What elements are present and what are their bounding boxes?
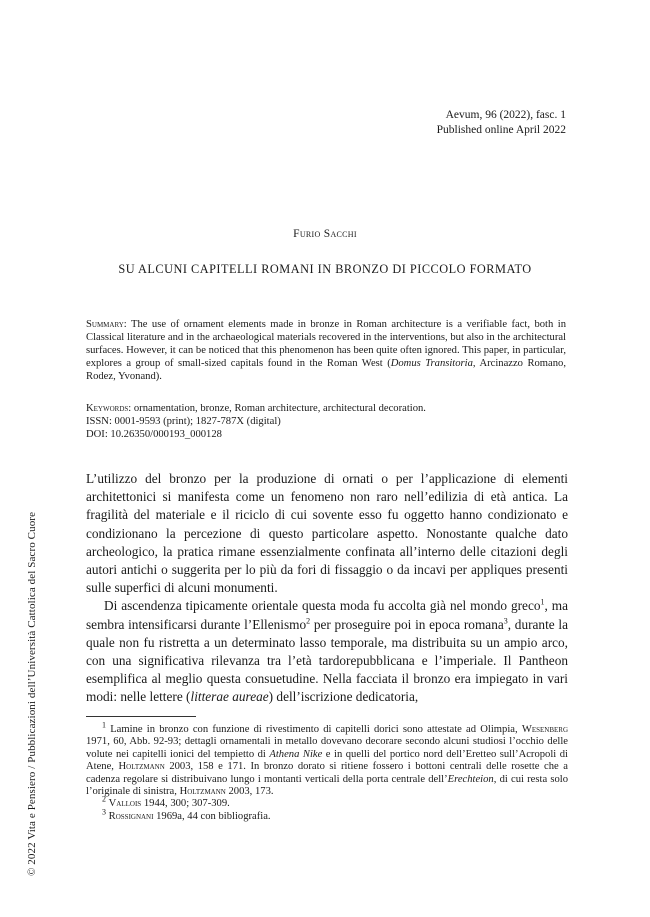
footnote-ref-1[interactable]: 1 (540, 598, 545, 607)
fn3-author: Rossignani (108, 810, 154, 822)
fn1-author-3: Holtzmann (179, 786, 226, 798)
keywords (86, 402, 566, 415)
fn2-text: 1944, 300; 307-309. (141, 798, 230, 810)
p2-text-d: , durante la quale non fu ristretta a un determinato lasso temporale, ma distribuita su un ampio arco, con una significativa rilevanza tra l’età tardorepubblicana e l’imperiale. Il Pantheon esemplifica al meglio questa consuetudine. Nella facciata il bronzo era impiegato in vari modi: nelle lettere ( (86, 616, 568, 705)
p2-text-e: ) dell’iscrizione dedicatoria, (268, 689, 419, 705)
fn1-d: 2003, 158 e 171. In bronzo dorato si ritiene fossero i bottoni centrali delle rosette che a cadenza regolare si distribuivano lungo i montanti verticali della porta centrale dell’ (86, 761, 569, 785)
footnote-1-number: 1 (102, 720, 106, 730)
keywords-label: Keywords: (86, 403, 132, 414)
keywords-text: ornamentation, bronze, Roman architecture, architectural decoration. (131, 403, 426, 414)
paragraph-1: L’utilizzo del bronzo per la produzione di ornati o per l’applicazione di elementi architettonici si manifesta come un fenomeno non raro nell’edilizia di età antica. La fragilità del materiale e il riciclo di cui sovente esso fu oggetto hanno condizionato e condizionano la percezione di questo particolare aspetto. Nonostante qualche dato archeologico, la pratica rimane essenzialmente confinata all’interno delle citazioni degli autori antichi o suggerita per lo più da fori di fissaggio o da incavi per appliques presenti sulle superfici di alcuni monumenti. (86, 471, 568, 596)
article-title: SU ALCUNI CAPITELLI ROMANI IN BRONZO DI PICCOLO FORMATO (118, 262, 532, 276)
issn: ISSN: 0001-9593 (print); 1827-787X (digital) (86, 416, 281, 428)
summary-label: Summary: (86, 319, 127, 330)
footnote-1 (86, 720, 569, 798)
copyright-sidebar: © 2022 Vita e Pensiero / Pubblicazioni dell’Università Cattolica del Sacro Cuore (26, 511, 38, 876)
fn2-author: Vallois (108, 798, 142, 810)
footnote-3 (86, 807, 568, 823)
fn1-b: 1971, 60, Abb. 92-93; dettagli ornamentali in metallo dovevano decorare secondo alcuni studiosi l’occhio delle volute nei capitelli ionici del tempietto di (86, 736, 568, 760)
fn1-author-2: Holtzmann (118, 761, 165, 773)
p2-italic: litterae aureae (190, 689, 269, 705)
journal-issue: Aevum, 96 (2022), fasc. 1 (445, 109, 566, 121)
author-name: Furio Sacchi (293, 228, 357, 240)
fn1-italic-2: Erechteion (447, 773, 494, 785)
fn3-text: 1969a, 44 con bibliografia. (153, 810, 271, 822)
footnote-2 (86, 794, 568, 810)
journal-info (437, 108, 566, 138)
footnote-3-number: 3 (102, 807, 106, 817)
body-text (86, 470, 568, 707)
footnotes (86, 720, 569, 823)
fn1-c: e in quelli del portico nord dell’Eretteo sull’Acropoli di Atene, (86, 748, 568, 773)
summary (86, 318, 566, 383)
doi: DOI: 10.26350/000193_000128 (86, 429, 222, 441)
footnote-ref-3[interactable]: 3 (503, 616, 508, 626)
fn1-f: 2003, 173. (225, 786, 274, 798)
paragraph-2 (86, 597, 568, 706)
footnote-divider (86, 716, 196, 717)
fn1-e: , di cui resta solo l’originale di sinistra, (86, 773, 568, 798)
fn1-a: Lamine in bronzo con funzione di rivestimento di capitelli dorici sono attestate ad Olimpia, (106, 724, 522, 735)
p2-text-c: per proseguire poi in epoca romana (310, 616, 504, 632)
footnote-ref-2[interactable]: 2 (306, 616, 311, 626)
fn1-author-1: Wesenberg (521, 724, 568, 735)
publication-date: Published online April 2022 (436, 124, 566, 136)
p2-text-a: Di ascendenza tipicamente orientale questa moda fu accolta già nel mondo greco (104, 598, 541, 614)
summary-text-end: , Arcinazzo Romano, Rodez, Yvonand). (86, 358, 566, 383)
fn1-italic-1: Athena Nike (269, 748, 323, 760)
summary-text: The use of ornament elements made in bronze in Roman architecture is a verifiable fact, both in Classical literature and in the archaeological materials recovered in the interventions, but also in the architectural surfaces. However, it can be noticed that this phenomenon has been quite often ignored. This paper, in particular, explores a group of small-sized capitals found in the Roman West ( (86, 319, 566, 370)
footnote-2-number: 2 (102, 794, 106, 804)
article-meta (86, 402, 566, 441)
p2-text-b: , ma sembra intensificarsi durante l’Ellenismo (86, 598, 568, 632)
summary-italic: Domus Transitoria (390, 358, 473, 370)
